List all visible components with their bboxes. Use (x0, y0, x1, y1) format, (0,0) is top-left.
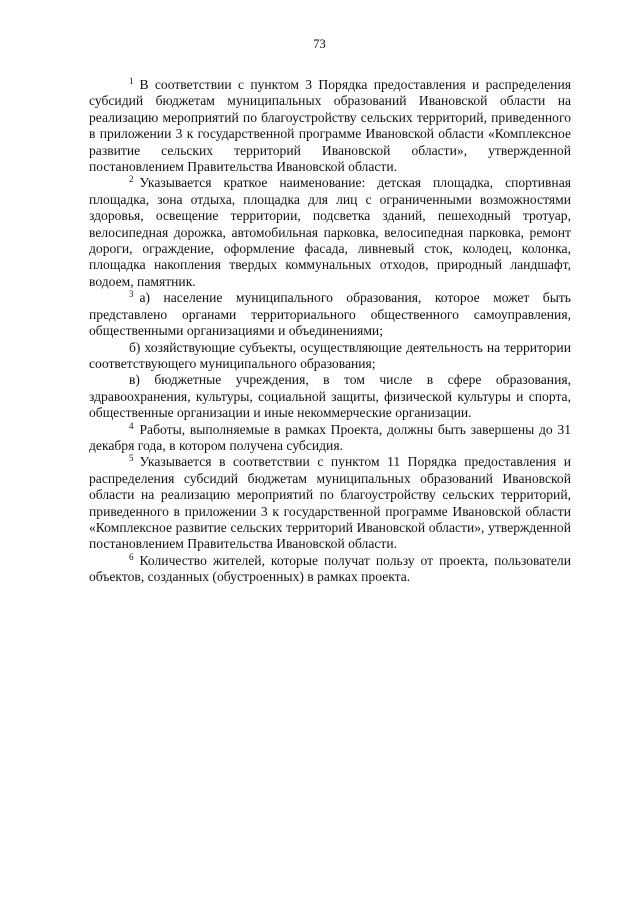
footnote-5 (89, 454, 571, 552)
footnote-4 (89, 422, 571, 455)
footnote-3-item-b (89, 340, 571, 373)
footnote-text: в) бюджетные учреждения, в том числе в сфере образования, здравоохранения, культуры, социальной защиты, физической культуры и спорта, общественные организации и иные некоммерческие организации. (89, 372, 571, 421)
footnote-text: Указывается краткое наименование: детская площадка, спортивная площадка, зона отдыха, площадка для лиц с ограниченными возможностями здоровья, освещение территории, подсветка зданий, пешеходный тротуар, велосипедная дорожка, автомобильная парковка, велосипедная парковка, ремонт дороги, ограждение, оформление фасада, ливневый сток, колодец, колонка, площадка накопления твердых коммунальных отходов, природный ландшафт, водоем, памятник. (89, 175, 571, 289)
footnote-3-item-c (89, 372, 571, 421)
footnote-2 (89, 175, 571, 290)
footnote-text: Работы, выполняемые в рамках Проекта, должны быть завершены до 31 декабря года, в котором получена субсидия. (89, 421, 571, 453)
footnote-marker: 2 (129, 174, 134, 185)
footnote-marker: 6 (129, 551, 134, 562)
footnote-text: В соответствии с пунктом 3 Порядка предоставления и распределения субсидий бюджетам муниципальных образований Ивановской области на реализацию мероприятий по благоустройству сельских территорий, приведенного в приложении 3 к государственной программе Ивановской области «Комплексное развитие сельских территорий Ивановской области», утвержденной постановлением Правительства Ивановской области. (89, 77, 571, 175)
footnote-marker: 3 (129, 289, 134, 300)
footnotes-body (89, 77, 571, 586)
page-number: 73 (313, 37, 326, 51)
footnote-3-item-a (89, 290, 571, 339)
footnote-marker: 5 (129, 453, 134, 464)
footnote-text: Количество жителей, которые получат пользу от проекта, пользователи объектов, созданных (обустроенных) в рамках проекта. (89, 552, 571, 585)
footnote-marker: 1 (129, 76, 134, 86)
footnote-1 (89, 77, 571, 175)
footnote-text: а) население муниципального образования, которое может быть представлено органами территориального общественного самоуправления, общественными организациями и объединениями; (89, 290, 571, 339)
footnote-text: б) хозяйствующие субъекты, осуществляющие деятельность на территории соответствующего муниципального образования; (89, 339, 571, 371)
footnote-marker: 4 (129, 420, 134, 431)
footnote-text: Указывается в соответствии с пунктом 11 Порядка предоставления и распределения субсидий бюджетам муниципальных образований Ивановской области на реализацию мероприятий по благоустройству сельских территорий, приведенного в приложении 3 к государственной программе Ивановской области «Комплексное развитие сельских территорий Ивановской области», утвержденной постановлением Правительства Ивановской области. (89, 454, 571, 552)
footnote-6 (89, 553, 571, 586)
